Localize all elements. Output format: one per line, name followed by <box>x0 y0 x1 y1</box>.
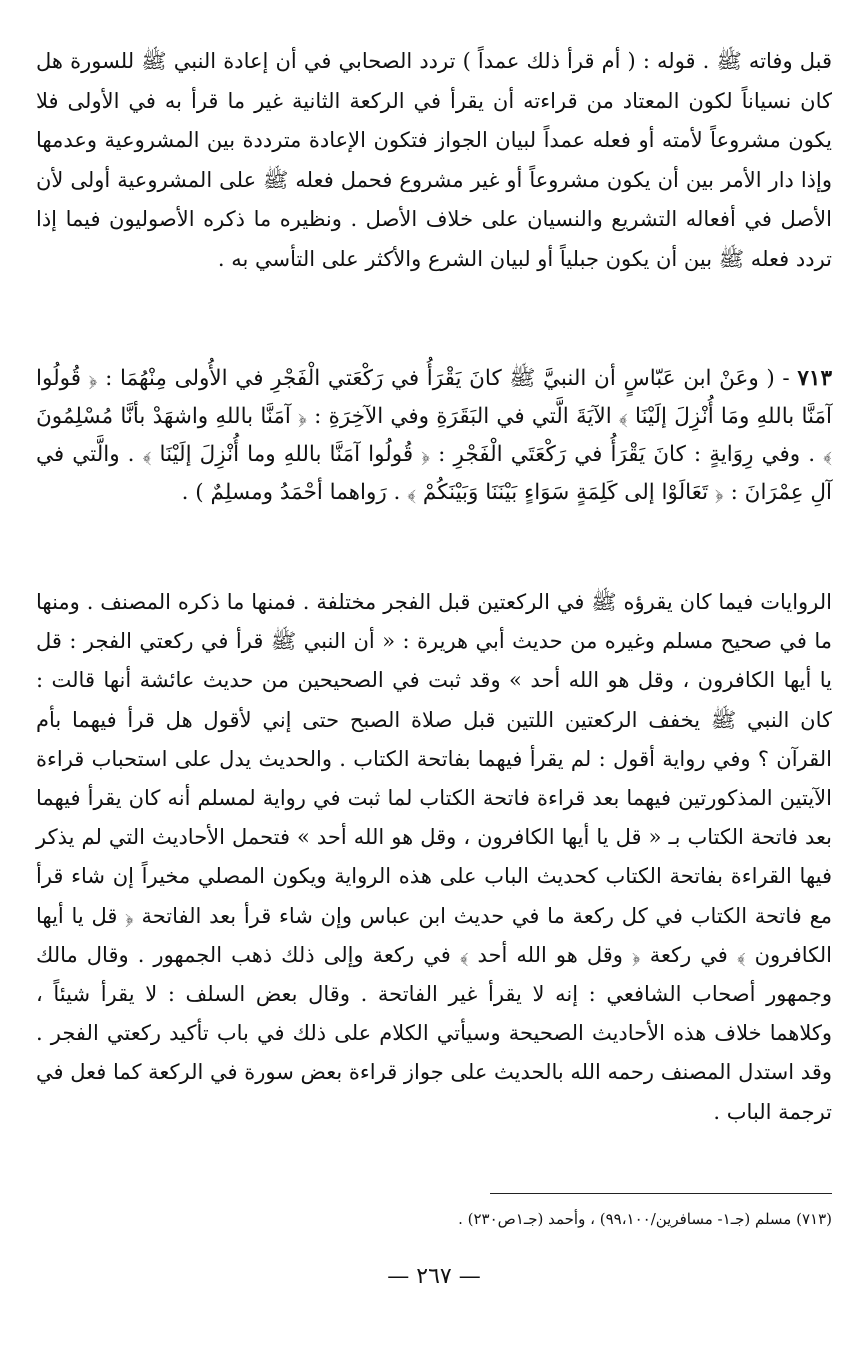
commentary-paragraph-1: قبل وفاته ﷺ . قوله : ( أم قرأ ذلك عمداً ) تردد الصحابي في أن إعادة النبي ﷺ للسورة هل كان نسياناً لكون المعتاد من قراءته أن يقرأ في الركعة الثانية غير ما قرأ به في الأولى فلا يكون مشروعاً لأمته أو فعله عمداً لبيان الجواز فتكون الإعادة مترددة بين المشروعية وعدمها وإذا دار الأمر بين أن يكون مشروعاً أو غير مشروع فحمل فعله ﷺ على المشروعية أولى لأن الأصل في أفعاله التشريع والنسيان على خلاف الأصل . ونظيره ما ذكره الأصوليون فيما إذا تردد فعله ﷺ بين أن يكون جبلياً أو لبيان الشرع والأكثر على التأسي به . <box>36 49 832 271</box>
hadith-number: ٧١٣ <box>797 366 832 391</box>
footnote: (٧١٣) مسلم (جـ١- مسافرين/٩٩،١٠٠) ، وأحمد (جـ١ص٢٣٠) . <box>458 1210 832 1228</box>
page-number: — ٢٦٧ — <box>387 1264 481 1289</box>
hadith-paragraph <box>36 360 832 512</box>
commentary-paragraph-2: الروايات فيما كان يقرؤه ﷺ في الركعتين قبل الفجر مختلفة . فمنها ما ذكره المصنف . ومنها ما في صحيح مسلم وغيره من حديث أبي هريرة : « أن النبي ﷺ قرأ في ركعتي الفجر : قل يا أيها الكافرون ، وقل هو الله أحد » وقد ثبت في الصحيحين من حديث عائشة أنها قالت : كان النبي ﷺ يخفف الركعتين اللتين قبل صلاة الصبح حتى إني لأقول هل قرأ فيهما بأم القرآن ؟ وفي رواية أقول : لم يقرأ فيهما بفاتحة الكتاب . والحديث يدل على استحباب قراءة الآيتين المذكورتين فيهما بعد قراءة فاتحة الكتاب لما ثبت في رواية لمسلم أنه كان يقرأ فيهما بعد فاتحة الكتاب بـ « قل يا أيها الكافرون ، وقل هو الله أحد » فتحمل الأحاديث التي لم يذكر فيها القراءة بفاتحة الكتاب كحديث الباب على هذه الرواية ويكون المصلي مخيراً إن شاء قرأ مع فاتحة الكتاب في كل ركعة ما في حديث ابن عباس وإن شاء قرأ بعد الفاتحة ﴿ قل يا أيها الكافرون ﴾ في ركعة ﴿ وقل هو الله أحد ﴾ في ركعة وإلى ذلك ذهب الجمهور . وقال مالك وجمهور أصحاب الشافعي : إنه لا يقرأ غير الفاتحة . وقال بعض السلف : لا يقرأ شيئاً ، وكلاهما خلاف هذه الأحاديث الصحيحة وسيأتي الكلام على ذلك في باب تأكيد ركعتي الفجر . وقد استدل المصنف رحمه الله بالحديث على جواز قراءة بعض سورة في الركعة كما فعل في ترجمة الباب . <box>35 590 832 1124</box>
hadith-text: - ( وعَنْ ابن عَبّاسٍ أن النبيَّ ﷺ كانَ يَقْرَأُ في رَكْعَتي الْفَجْرِ في الأُولى مِنْهُمَا : ﴿ قُولُوا آمَنَّا باللهِ ومَا أُنْزِلَ إلَيْنَا ﴾ الآيَةَ الَّتي في البَقَرَةِ وفي الآخِرَةِ : ﴿ آمَنَّا باللهِ واشهَدْ بأنَّا مُسْلِمُونَ ﴾ . وفي رِوَايةٍ : كانَ يَقْرَأُ في رَكْعَتَي الْفَجْرِ : ﴿ قُولُوا آمَنَّا باللهِ وما أُنْزِلَ إلَيْنَا ﴾ . والَّتي في آلِ عِمْرَانَ : ﴿ تَعَالَوْا إلى كَلِمَةٍ سَوَاءٍ بَيْنَنَا وَبَيْنَكُمْ ﴾ . رَواهما أحْمَدُ ومسلِمٌ ) . <box>36 366 832 505</box>
footnote-divider <box>490 1193 832 1194</box>
